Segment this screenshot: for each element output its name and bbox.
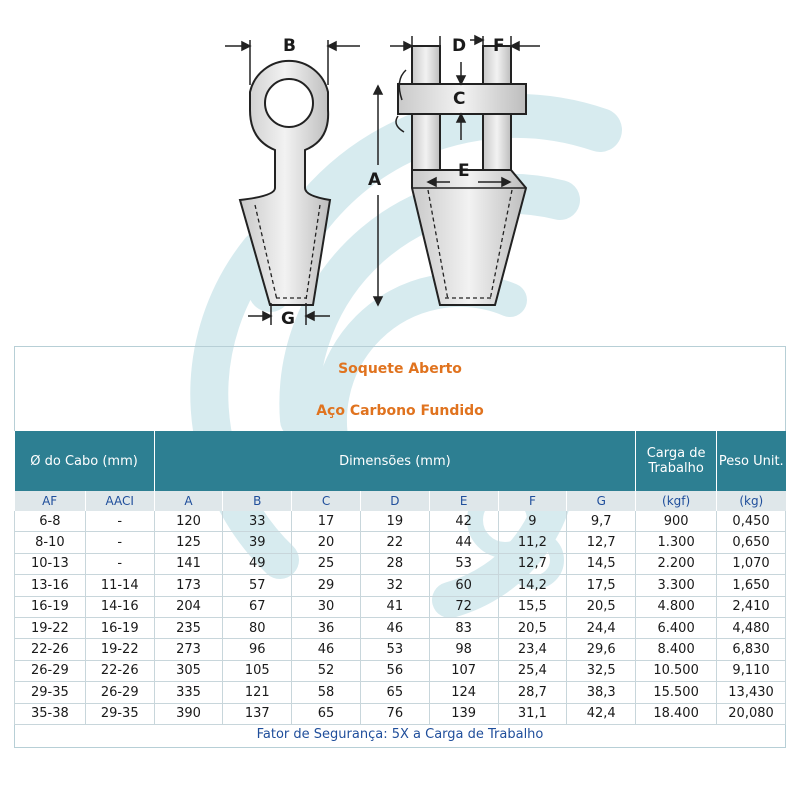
table-header-row xyxy=(15,431,786,491)
table-cell: 204 xyxy=(154,596,223,617)
table-cell: 60 xyxy=(429,575,498,596)
table-cell: 8-10 xyxy=(15,532,86,553)
table-cell: 16-19 xyxy=(85,617,154,638)
sheet-title: Soquete Aberto xyxy=(14,346,786,391)
table-cell: 20,5 xyxy=(498,617,567,638)
dim-label-d: D xyxy=(452,36,467,56)
table-cell: 235 xyxy=(154,617,223,638)
table-cell: 20,5 xyxy=(567,596,636,617)
spec-table xyxy=(14,431,786,725)
table-cell: 14,5 xyxy=(567,553,636,574)
spec-sheet xyxy=(14,346,786,748)
table-cell: 18.400 xyxy=(636,703,717,724)
table-cell: 98 xyxy=(429,639,498,660)
table-cell: 19-22 xyxy=(85,639,154,660)
table-row xyxy=(15,596,786,617)
table-cell: 1.300 xyxy=(636,532,717,553)
table-cell: 30 xyxy=(292,596,361,617)
table-cell: 121 xyxy=(223,682,292,703)
table-cell: 39 xyxy=(223,532,292,553)
table-cell: 11-14 xyxy=(85,575,154,596)
table-cell: 29,6 xyxy=(567,639,636,660)
socket-drawing-svg xyxy=(0,0,800,340)
subheader-cell: (kg) xyxy=(717,491,786,511)
header-working-load: Carga de Trabalho xyxy=(636,431,717,491)
table-cell: 57 xyxy=(223,575,292,596)
table-cell: 53 xyxy=(429,553,498,574)
table-cell: 28 xyxy=(360,553,429,574)
subheader-cell: E xyxy=(429,491,498,511)
table-row xyxy=(15,660,786,681)
table-cell: 22-26 xyxy=(15,639,86,660)
subheader-cell: C xyxy=(292,491,361,511)
safety-factor-note: Fator de Segurança: 5X a Carga de Trabalho xyxy=(14,725,786,748)
table-cell: 46 xyxy=(360,617,429,638)
subheader-cell: A xyxy=(154,491,223,511)
header-cable-diameter: Ø do Cabo (mm) xyxy=(15,431,155,491)
table-cell: 6-8 xyxy=(15,511,86,532)
table-cell: 10-13 xyxy=(15,553,86,574)
table-cell: 96 xyxy=(223,639,292,660)
table-cell: 20 xyxy=(292,532,361,553)
table-cell: - xyxy=(85,511,154,532)
table-cell: 53 xyxy=(360,639,429,660)
table-cell: 49 xyxy=(223,553,292,574)
subheader-cell: (kgf) xyxy=(636,491,717,511)
table-cell: 20,080 xyxy=(717,703,786,724)
dim-label-a: A xyxy=(368,170,382,190)
table-cell: 15,5 xyxy=(498,596,567,617)
table-cell: 13,430 xyxy=(717,682,786,703)
table-subheader-row xyxy=(15,491,786,511)
table-row xyxy=(15,532,786,553)
table-cell: 14-16 xyxy=(85,596,154,617)
dim-label-c: C xyxy=(453,89,466,109)
side-view xyxy=(240,61,330,305)
table-cell: 23,4 xyxy=(498,639,567,660)
subheader-cell: AACI xyxy=(85,491,154,511)
table-cell: 17,5 xyxy=(567,575,636,596)
table-cell: 12,7 xyxy=(567,532,636,553)
header-dimensions: Dimensões (mm) xyxy=(154,431,636,491)
table-cell: - xyxy=(85,553,154,574)
table-cell: - xyxy=(85,532,154,553)
table-cell: 42,4 xyxy=(567,703,636,724)
table-cell: 4,480 xyxy=(717,617,786,638)
table-cell: 38,3 xyxy=(567,682,636,703)
table-row xyxy=(15,639,786,660)
table-cell: 105 xyxy=(223,660,292,681)
table-cell: 120 xyxy=(154,511,223,532)
table-cell: 2.200 xyxy=(636,553,717,574)
table-cell: 137 xyxy=(223,703,292,724)
subheader-cell: G xyxy=(567,491,636,511)
dim-label-e: E xyxy=(458,161,470,181)
table-row xyxy=(15,703,786,724)
table-cell: 46 xyxy=(292,639,361,660)
table-cell: 8.400 xyxy=(636,639,717,660)
table-cell: 16-19 xyxy=(15,596,86,617)
table-cell: 305 xyxy=(154,660,223,681)
table-cell: 25,4 xyxy=(498,660,567,681)
table-cell: 80 xyxy=(223,617,292,638)
table-cell: 9,110 xyxy=(717,660,786,681)
table-cell: 15.500 xyxy=(636,682,717,703)
socket-technical-drawing xyxy=(0,0,800,340)
table-cell: 6,830 xyxy=(717,639,786,660)
table-row xyxy=(15,511,786,532)
table-cell: 58 xyxy=(292,682,361,703)
dim-label-g: G xyxy=(281,309,295,329)
table-cell: 32 xyxy=(360,575,429,596)
table-cell: 24,4 xyxy=(567,617,636,638)
table-cell: 141 xyxy=(154,553,223,574)
table-cell: 32,5 xyxy=(567,660,636,681)
table-cell: 0,650 xyxy=(717,532,786,553)
table-cell: 6.400 xyxy=(636,617,717,638)
table-cell: 11,2 xyxy=(498,532,567,553)
table-cell: 900 xyxy=(636,511,717,532)
table-cell: 25 xyxy=(292,553,361,574)
table-cell: 107 xyxy=(429,660,498,681)
table-cell: 12,7 xyxy=(498,553,567,574)
table-cell: 26-29 xyxy=(15,660,86,681)
table-cell: 22-26 xyxy=(85,660,154,681)
table-cell: 1,650 xyxy=(717,575,786,596)
table-cell: 36 xyxy=(292,617,361,638)
table-cell: 2,410 xyxy=(717,596,786,617)
table-cell: 28,7 xyxy=(498,682,567,703)
table-cell: 67 xyxy=(223,596,292,617)
table-cell: 390 xyxy=(154,703,223,724)
table-cell: 273 xyxy=(154,639,223,660)
table-row xyxy=(15,682,786,703)
table-cell: 52 xyxy=(292,660,361,681)
table-cell: 17 xyxy=(292,511,361,532)
table-cell: 335 xyxy=(154,682,223,703)
table-cell: 29-35 xyxy=(15,682,86,703)
table-cell: 33 xyxy=(223,511,292,532)
header-unit-weight: Peso Unit. xyxy=(717,431,786,491)
table-cell: 41 xyxy=(360,596,429,617)
table-cell: 3.300 xyxy=(636,575,717,596)
sheet-subtitle: Aço Carbono Fundido xyxy=(14,391,786,431)
subheader-cell: AF xyxy=(15,491,86,511)
table-cell: 22 xyxy=(360,532,429,553)
table-cell: 9,7 xyxy=(567,511,636,532)
table-cell: 44 xyxy=(429,532,498,553)
table-cell: 76 xyxy=(360,703,429,724)
table-cell: 65 xyxy=(360,682,429,703)
subheader-cell: B xyxy=(223,491,292,511)
table-cell: 125 xyxy=(154,532,223,553)
table-cell: 14,2 xyxy=(498,575,567,596)
table-cell: 29-35 xyxy=(85,703,154,724)
table-cell: 42 xyxy=(429,511,498,532)
table-cell: 10.500 xyxy=(636,660,717,681)
table-cell: 1,070 xyxy=(717,553,786,574)
table-cell: 65 xyxy=(292,703,361,724)
table-cell: 13-16 xyxy=(15,575,86,596)
table-cell: 19-22 xyxy=(15,617,86,638)
table-row xyxy=(15,617,786,638)
table-row xyxy=(15,575,786,596)
table-cell: 124 xyxy=(429,682,498,703)
table-cell: 29 xyxy=(292,575,361,596)
table-body xyxy=(15,511,786,724)
table-row xyxy=(15,553,786,574)
dim-label-f: F xyxy=(493,36,505,56)
table-cell: 139 xyxy=(429,703,498,724)
table-cell: 4.800 xyxy=(636,596,717,617)
table-cell: 72 xyxy=(429,596,498,617)
table-cell: 0,450 xyxy=(717,511,786,532)
subheader-cell: D xyxy=(360,491,429,511)
table-cell: 19 xyxy=(360,511,429,532)
table-cell: 173 xyxy=(154,575,223,596)
table-cell: 9 xyxy=(498,511,567,532)
subheader-cell: F xyxy=(498,491,567,511)
table-cell: 56 xyxy=(360,660,429,681)
table-cell: 31,1 xyxy=(498,703,567,724)
table-cell: 35-38 xyxy=(15,703,86,724)
table-cell: 83 xyxy=(429,617,498,638)
dim-label-b: B xyxy=(283,36,296,56)
table-cell: 26-29 xyxy=(85,682,154,703)
